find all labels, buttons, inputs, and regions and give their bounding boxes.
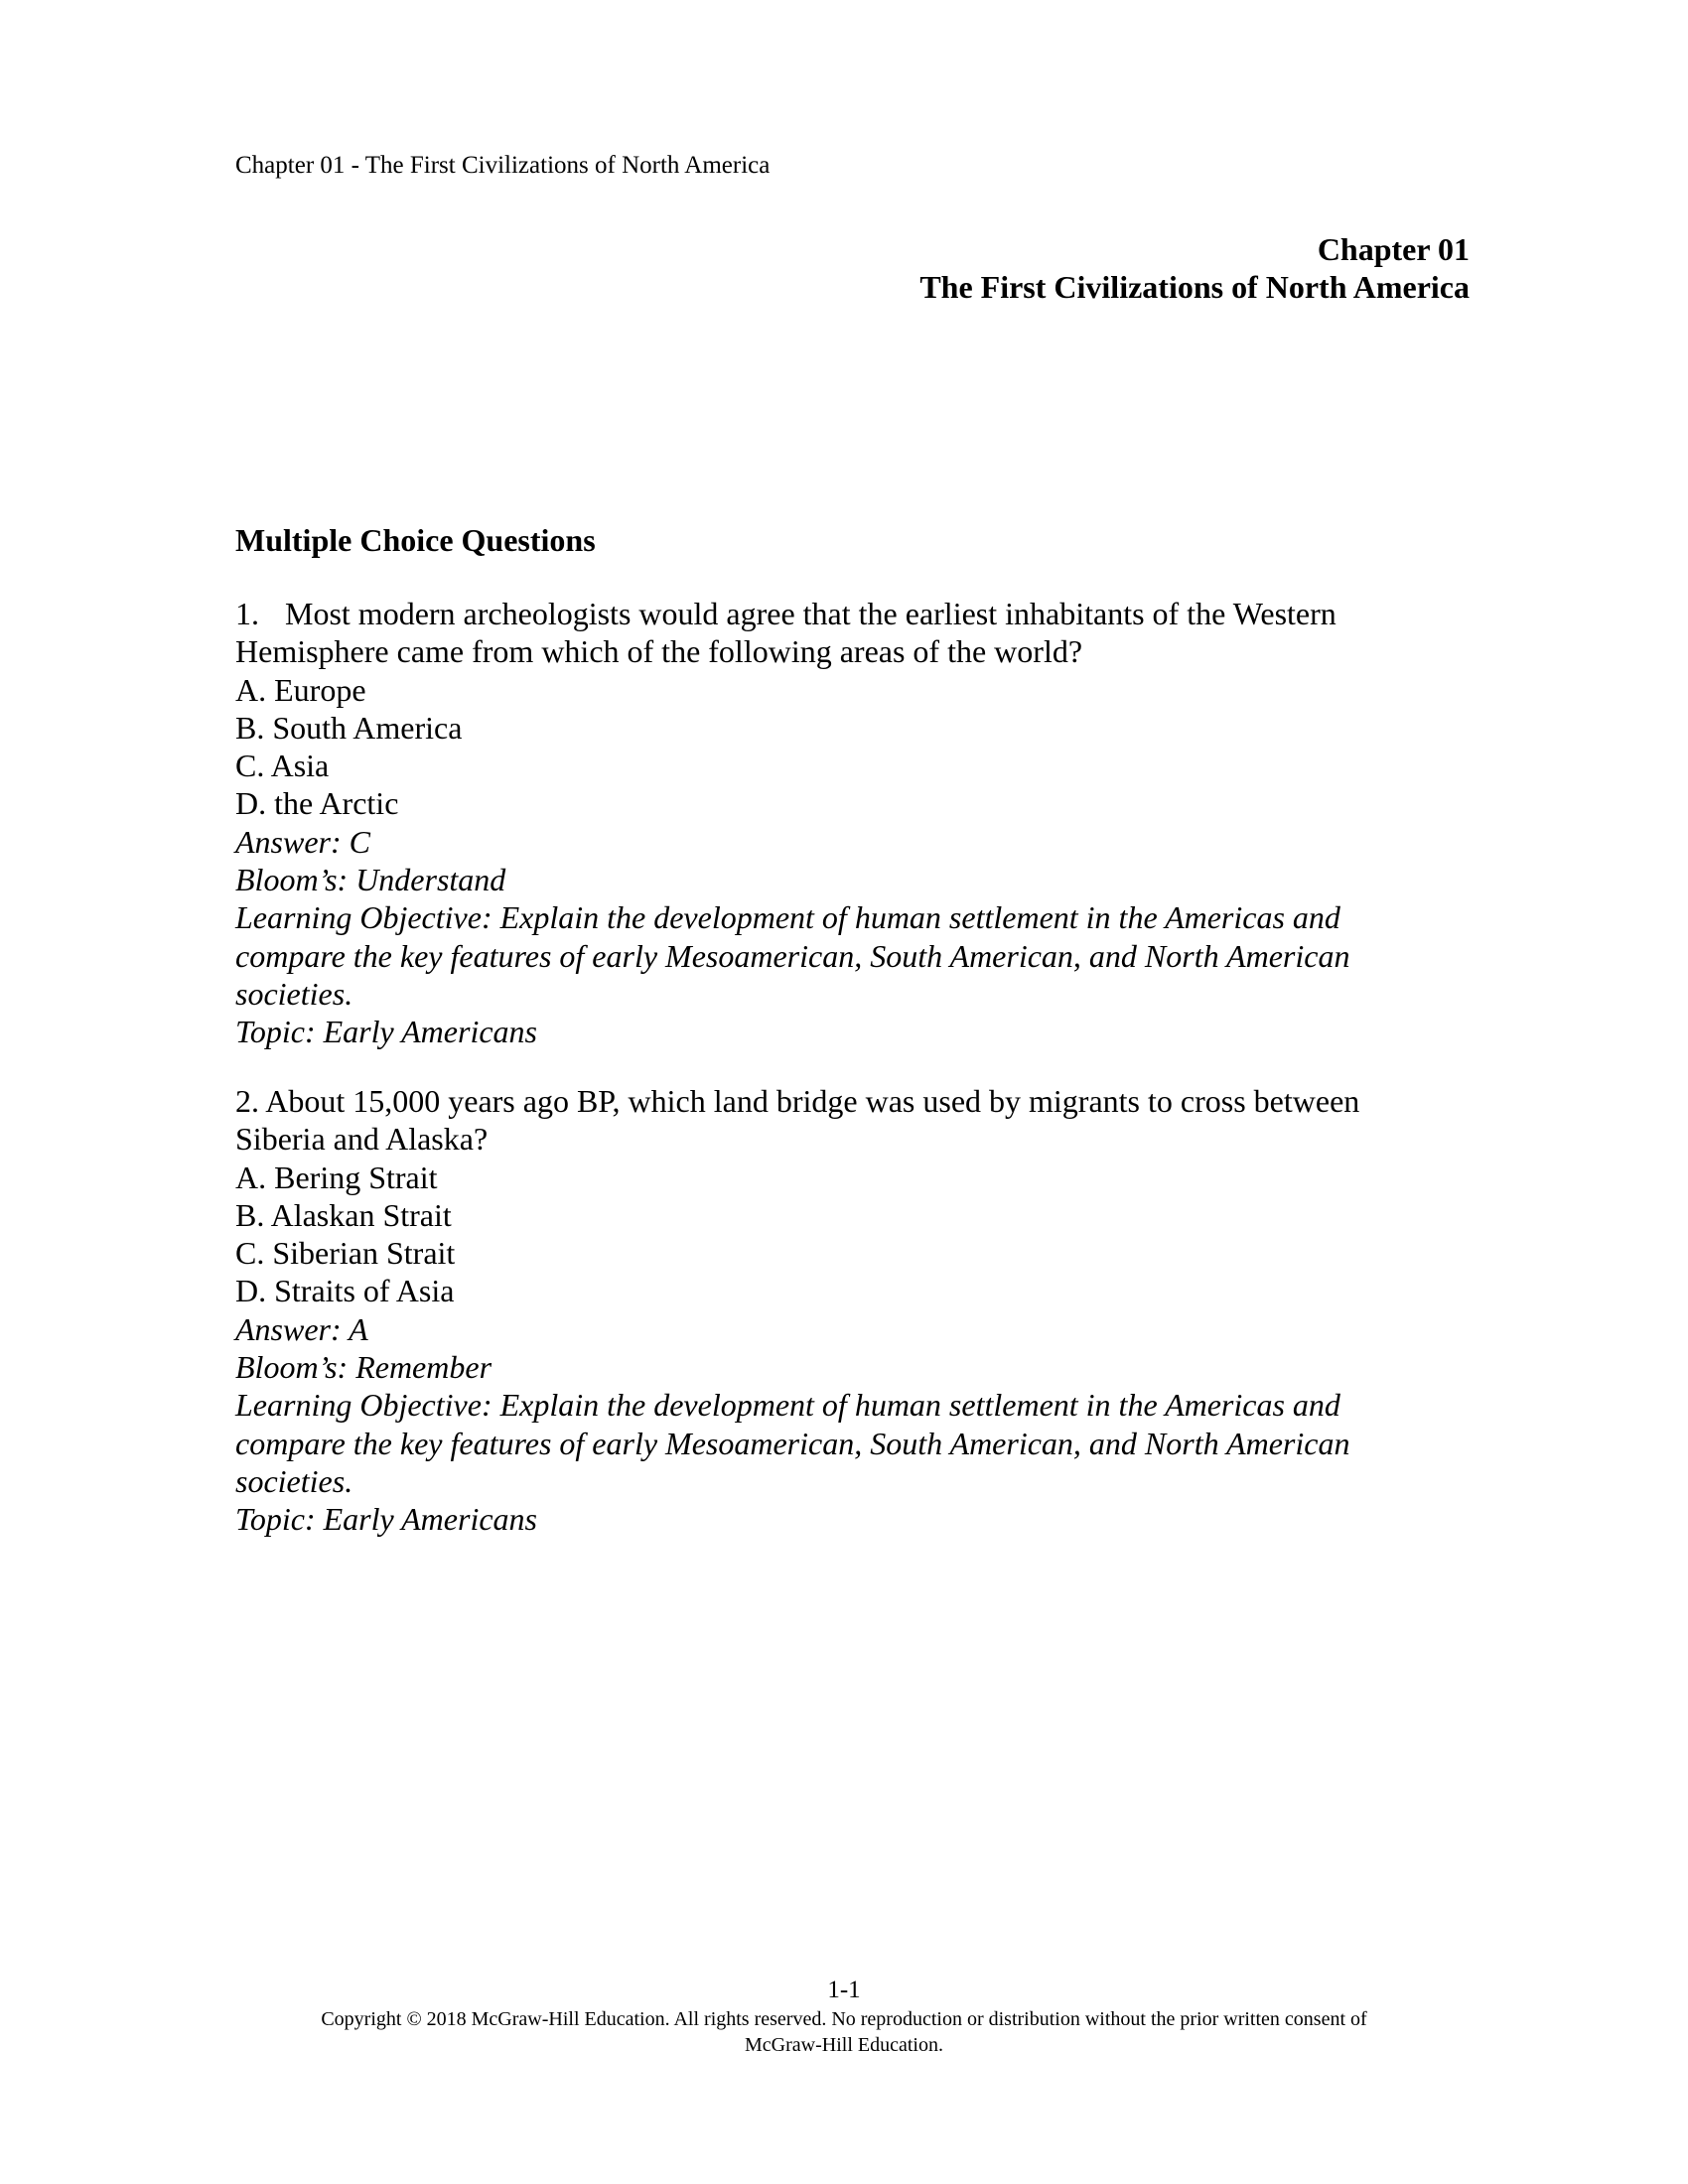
blooms-level: Bloom’s: Remember (235, 1349, 492, 1386)
question-number: 1. (235, 596, 259, 631)
option-b: B. Alaskan Strait (235, 1196, 452, 1233)
learning-objective-end: societies. (235, 1462, 353, 1499)
option-d: D. the Arctic (235, 785, 399, 822)
question-stem-continued: Siberia and Alaska? (235, 1121, 489, 1158)
option-a: A. Bering Strait (235, 1159, 438, 1195)
learning-objective: Learning Objective: Explain the development of human settlement in the Americas and (235, 1387, 1340, 1424)
question-number: 2. (235, 1083, 259, 1119)
option-c: C. Siberian Strait (235, 1235, 456, 1272)
learning-objective-end: societies. (235, 975, 353, 1012)
running-header: Chapter 01 - The First Civilizations of North America (235, 152, 771, 179)
question-stem-text: Most modern archeologists would agree that the earliest inhabitants of the Western (285, 596, 1336, 631)
option-d: D. Straits of Asia (235, 1273, 455, 1309)
question-stem (235, 595, 1470, 632)
option-c: C. Asia (235, 748, 330, 784)
question-stem-text: About 15,000 years ago BP, which land bridge was used by migrants to cross between (265, 1083, 1360, 1119)
answer: Answer: A (235, 1310, 368, 1347)
question-stem (235, 1082, 1470, 1120)
section-title: Multiple Choice Questions (235, 522, 596, 558)
topic: Topic: Early Americans (235, 1014, 537, 1050)
option-a: A. Europe (235, 671, 366, 708)
question-block (235, 595, 1470, 1051)
chapter-number: Chapter 01 (1317, 231, 1470, 267)
learning-objective-continued: compare the key features of early Mesoamerican, South American, and North American (235, 937, 1350, 974)
copyright-line-continued: McGraw-Hill Education. (745, 2034, 943, 2056)
option-b: B. South America (235, 709, 463, 746)
copyright-notice (0, 2006, 1688, 2058)
learning-objective-continued: compare the key features of early Mesoamerican, South American, and North American (235, 1425, 1350, 1461)
learning-objective: Learning Objective: Explain the development of human settlement in the Americas and (235, 899, 1340, 936)
question-block (235, 1082, 1470, 1539)
chapter-title: The First Civilizations of North America (919, 269, 1470, 305)
answer: Answer: C (235, 823, 370, 860)
question-stem-continued: Hemisphere came from which of the following areas of the world? (235, 633, 1083, 670)
page-number: 1-1 (827, 1977, 861, 2003)
chapter-heading (919, 230, 1470, 306)
topic: Topic: Early Americans (235, 1501, 537, 1538)
blooms-level: Bloom’s: Understand (235, 862, 506, 898)
copyright-line: Copyright © 2018 McGraw-Hill Education. All rights reserved. No reproduction or distribution without the prior written consent of (321, 2008, 1367, 2030)
